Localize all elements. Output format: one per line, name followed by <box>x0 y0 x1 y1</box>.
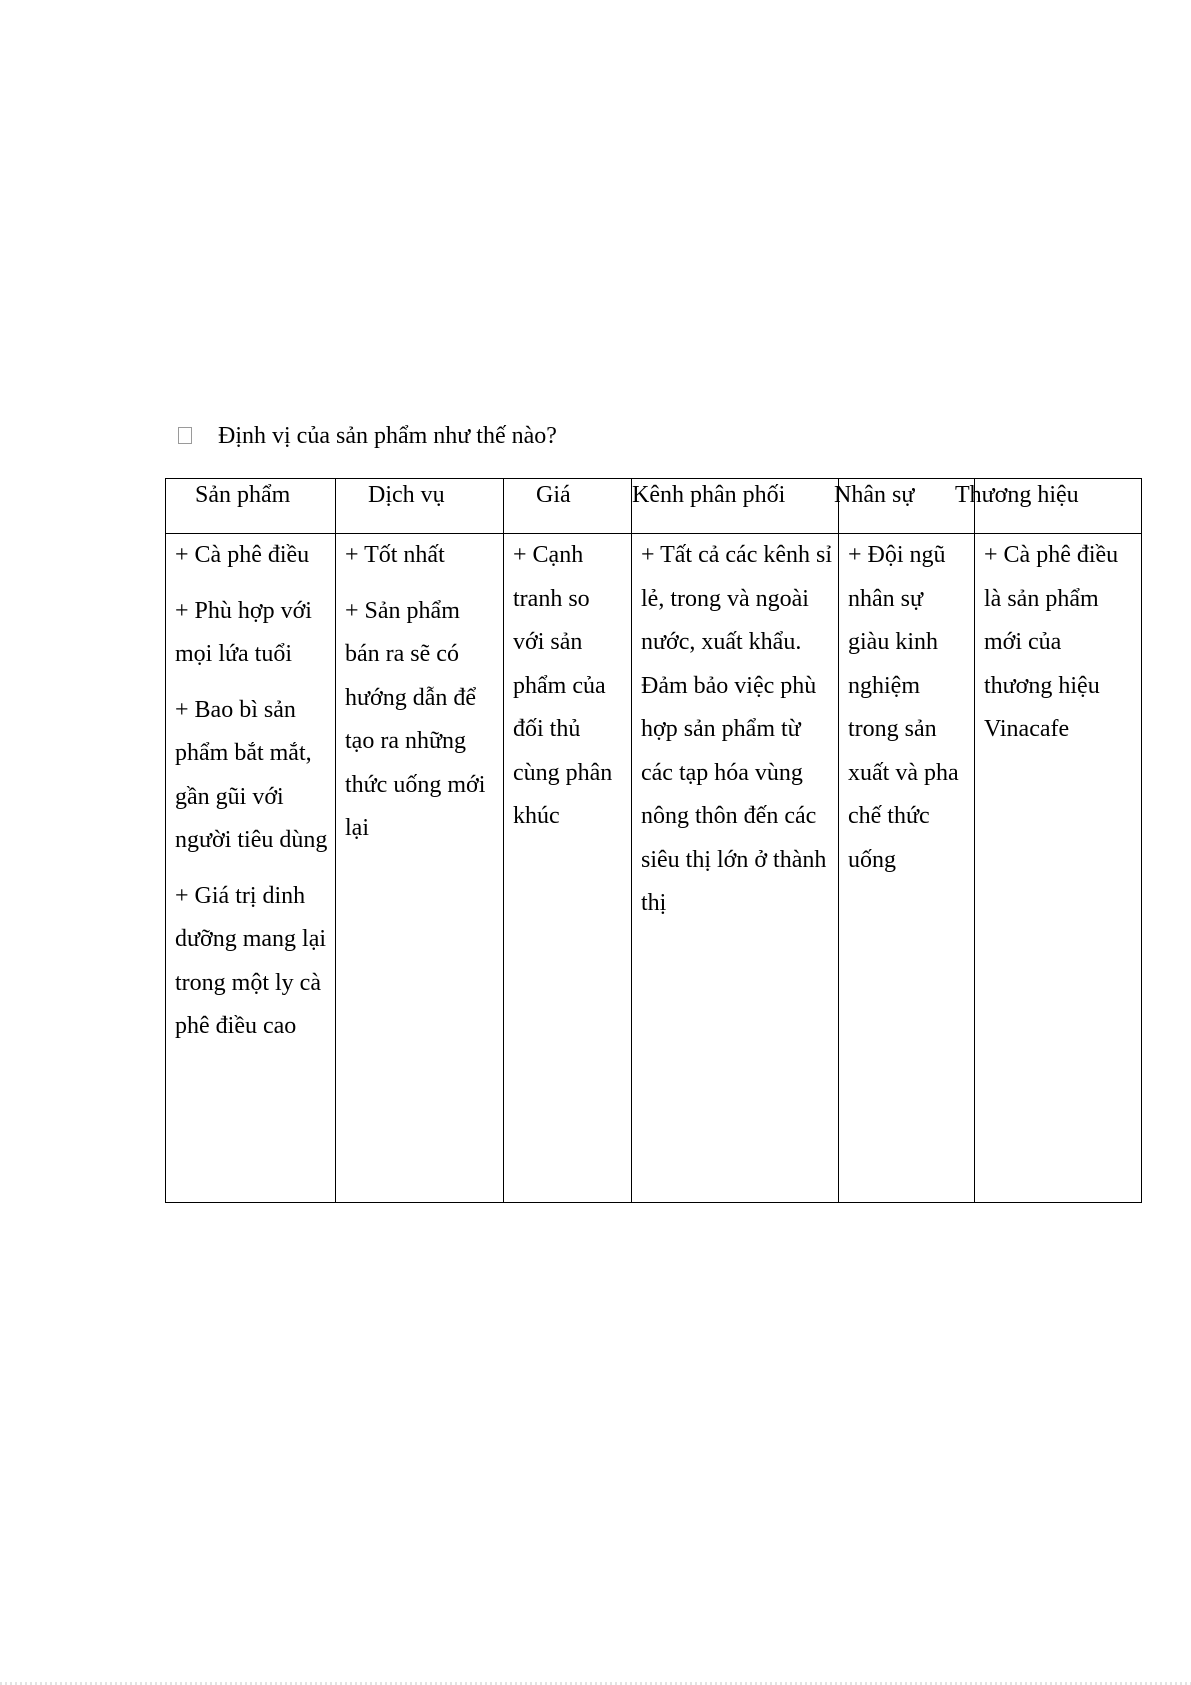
cell-paragraph: + Phù hợp với mọi lứa tuổi <box>175 597 312 667</box>
cell-paragraph: + Cạnh tranh so với sản phẩm của đối thủ cùng phân khúc <box>513 542 613 829</box>
cell-paragraph: + Tất cả các kênh sỉ lẻ, trong và ngoài nước, xuất khẩu. Đảm bảo việc phù hợp sản phẩm từ các tạp hóa vùng nông thôn đến các siêu thị lớn ở thành thị <box>641 542 833 916</box>
cell-gia <box>504 534 632 1203</box>
header-gia: Giá <box>504 479 632 534</box>
section-heading <box>178 421 557 451</box>
header-kenh-phan-phoi: Kênh phân phối <box>632 479 839 534</box>
table-header-row <box>166 479 1142 534</box>
cell-paragraph: + Giá trị dinh dưỡng mang lại trong một ly cà phê điều cao <box>175 882 327 1039</box>
cell-san-pham <box>166 534 336 1203</box>
cell-nhan-su <box>839 534 975 1203</box>
cell-paragraph: + Cà phê điều <box>175 542 310 568</box>
table-row <box>166 534 1142 1203</box>
cell-paragraph: + Đội ngũ nhân sự giàu kinh nghiệm trong sản xuất và pha chế thức uống <box>848 542 959 873</box>
header-dich-vu: Dịch vụ <box>336 479 504 534</box>
checkbox-icon <box>178 427 192 444</box>
cell-thuong-hieu <box>975 534 1142 1203</box>
cell-kenh-phan-phoi <box>632 534 839 1203</box>
cell-dich-vu <box>336 534 504 1203</box>
cell-paragraph: + Cà phê điều là sản phẩm mới của thương hiệu Vinacafe <box>984 542 1119 742</box>
positioning-table <box>165 478 1142 1203</box>
header-nhan-su: Nhân sự <box>839 479 975 534</box>
header-thuong-hieu: Thương hiệu <box>975 479 1142 534</box>
heading-text: Định vị của sản phẩm như thế nào? <box>218 423 557 449</box>
cell-paragraph: + Sản phẩm bán ra sẽ có hướng dẫn để tạo ra những thức uống mới lại <box>345 597 486 841</box>
header-san-pham: Sản phẩm <box>166 479 336 534</box>
cell-paragraph: + Bao bì sản phẩm bắt mắt, gần gũi với người tiêu dùng <box>175 696 328 853</box>
cell-paragraph: + Tốt nhất <box>345 542 445 568</box>
